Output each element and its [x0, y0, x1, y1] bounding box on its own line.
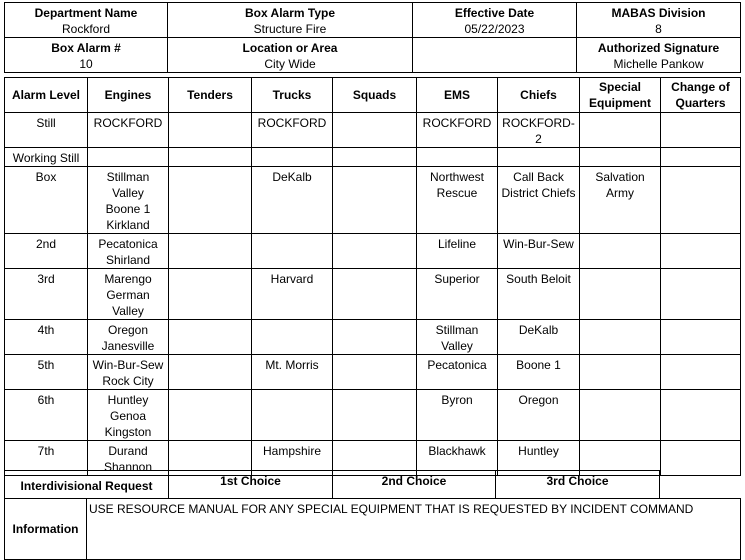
mabas-division-cell: [577, 3, 741, 38]
header-row: [5, 38, 741, 73]
col-engines: Engines: [88, 78, 169, 113]
alarm-grid: [4, 77, 741, 476]
box-alarm-number-cell: [5, 38, 168, 73]
alarm-level-cell: Box: [5, 167, 88, 234]
special-equipment-entry: Salvation Army: [595, 170, 645, 200]
trucks-entry: Harvard: [270, 272, 314, 286]
header-row: [5, 3, 741, 38]
trucks-cell: [252, 113, 333, 148]
engines-entry: Kingston: [104, 425, 152, 439]
tenders-cell: [169, 148, 252, 167]
engines-cell: [88, 234, 169, 269]
chiefs-cell: [498, 167, 580, 234]
alarm-level-cell: 4th: [5, 320, 88, 355]
engines-cell: [88, 320, 169, 355]
squads-cell: [333, 148, 417, 167]
effective-date-label: Effective Date: [454, 6, 535, 20]
engines-cell: [88, 355, 169, 390]
location-area-cell: [168, 38, 413, 73]
squads-cell: [333, 320, 417, 355]
engines-entry: German Valley: [106, 288, 150, 318]
ems-entry: Lifeline: [437, 237, 477, 251]
table-row: [5, 390, 741, 441]
engines-entry: Stillman Valley: [106, 170, 150, 200]
alarm-level-cell: 5th: [5, 355, 88, 390]
trucks-cell: [252, 390, 333, 441]
ems-cell: [417, 355, 498, 390]
ems-cell: [417, 167, 498, 234]
third-choice-label: 3rd Choice: [496, 471, 660, 499]
chiefs-entry: Huntley: [518, 444, 559, 458]
empty-header-cell: [413, 38, 577, 73]
change-of-quarters-cell: [661, 148, 741, 167]
tenders-cell: [169, 355, 252, 390]
tenders-cell: [169, 167, 252, 234]
box-alarm-type-value: Structure Fire: [253, 22, 327, 36]
special-equipment-cell: [580, 355, 661, 390]
information-row: [5, 499, 741, 560]
trucks-cell: [252, 148, 333, 167]
trucks-entry: Hampshire: [262, 444, 322, 458]
alarm-level-cell: Working Still: [5, 148, 88, 167]
department-name-cell: [5, 3, 168, 38]
special-equipment-cell: [580, 234, 661, 269]
chiefs-cell: [498, 113, 580, 148]
tenders-cell: [169, 390, 252, 441]
trucks-cell: [252, 355, 333, 390]
mabas-division-label: MABAS Division: [611, 6, 706, 20]
chiefs-cell: [498, 269, 580, 320]
chiefs-entry: Oregon: [518, 393, 559, 407]
ems-cell: [417, 390, 498, 441]
location-area-value: City Wide: [264, 57, 316, 71]
ems-cell: [417, 269, 498, 320]
engines-cell: [88, 167, 169, 234]
location-area-label: Location or Area: [242, 41, 338, 55]
effective-date-value: 05/22/2023: [464, 22, 525, 36]
trucks-cell: [252, 320, 333, 355]
engines-cell: [88, 269, 169, 320]
tenders-cell: [169, 320, 252, 355]
authorized-signature-label: Authorized Signature: [597, 41, 720, 55]
col-trucks: Trucks: [252, 78, 333, 113]
engines-cell: [88, 113, 169, 148]
squads-cell: [333, 234, 417, 269]
ems-entry: Northwest Rescue: [429, 170, 485, 200]
information-text: USE RESOURCE MANUAL FOR ANY SPECIAL EQUIPMENT THAT IS REQUESTED BY INCIDENT COMMAND: [87, 499, 741, 560]
ems-cell: [417, 113, 498, 148]
trucks-cell: [252, 234, 333, 269]
col-special-equipment: Special Equipment: [580, 78, 661, 113]
squads-cell: [333, 167, 417, 234]
engines-entry: Kirkland: [106, 218, 150, 232]
table-row: [5, 167, 741, 234]
change-of-quarters-cell: [661, 390, 741, 441]
change-of-quarters-cell: [661, 355, 741, 390]
col-alarm-level: Alarm Level: [5, 78, 88, 113]
engines-entry: Win-Bur-Sew: [92, 358, 164, 372]
box-alarm-number-value: 10: [79, 57, 93, 71]
engines-entry: Genoa: [109, 409, 147, 423]
alarm-level-cell: 6th: [5, 390, 88, 441]
trucks-cell: [252, 167, 333, 234]
ems-entry: ROCKFORD: [422, 116, 492, 130]
trucks-cell: [252, 269, 333, 320]
chiefs-entry: South Beloit: [506, 272, 571, 286]
table-row: [5, 234, 741, 269]
alarm-level-cell: 7th: [5, 441, 88, 476]
chiefs-cell: [498, 234, 580, 269]
ems-entry: Byron: [441, 393, 473, 407]
chiefs-entry: ROCKFORD-2: [502, 116, 575, 146]
table-row: [5, 320, 741, 355]
mabas-division-value: 8: [655, 22, 662, 36]
chiefs-cell: [498, 390, 580, 441]
col-chiefs: Chiefs: [498, 78, 580, 113]
engines-cell: [88, 148, 169, 167]
squads-cell: [333, 113, 417, 148]
squads-cell: [333, 390, 417, 441]
engines-entry: Durand: [108, 444, 148, 458]
ems-entry: Blackhawk: [428, 444, 486, 458]
second-choice-label: 2nd Choice: [333, 471, 496, 499]
chiefs-cell: [498, 320, 580, 355]
information-label: Information: [5, 499, 87, 560]
trucks-entry: DeKalb: [272, 170, 312, 184]
grid-header-row: [5, 78, 741, 113]
ems-entry: Superior: [434, 272, 480, 286]
footer-spacer: [660, 471, 741, 499]
box-alarm-number-label: Box Alarm #: [51, 41, 121, 55]
tenders-cell: [169, 113, 252, 148]
col-change-of-quarters: Change of Quarters: [661, 78, 741, 113]
engines-entry: Shirland: [105, 253, 151, 267]
header-table: [4, 2, 741, 73]
table-row: [5, 269, 741, 320]
chiefs-entry: Boone 1: [516, 358, 561, 372]
chiefs-cell: [498, 148, 580, 167]
engines-cell: [88, 390, 169, 441]
trucks-entry: ROCKFORD: [257, 116, 327, 130]
authorized-signature-value: Michelle Pankow: [613, 57, 704, 71]
change-of-quarters-cell: [661, 320, 741, 355]
engines-entry: Boone 1: [105, 202, 151, 216]
grid-body: [5, 113, 741, 476]
tenders-cell: [169, 234, 252, 269]
tenders-cell: [169, 269, 252, 320]
engines-entry: Marengo: [104, 272, 152, 286]
table-row: [5, 113, 741, 148]
ems-entry: Pecatonica: [427, 358, 487, 372]
col-ems: EMS: [417, 78, 498, 113]
change-of-quarters-cell: [661, 113, 741, 148]
col-squads: Squads: [333, 78, 417, 113]
chiefs-cell: [498, 355, 580, 390]
interdivisional-row: [5, 471, 741, 499]
ems-entry: Stillman Valley: [435, 323, 479, 353]
engines-entry: Janesville: [101, 339, 155, 353]
box-alarm-type-label: Box Alarm Type: [244, 6, 336, 20]
chiefs-entry: Call Back District Chiefs: [501, 170, 576, 200]
engines-entry: Shannon: [103, 460, 153, 474]
squads-cell: [333, 269, 417, 320]
chiefs-entry: Win-Bur-Sew: [503, 237, 574, 251]
special-equipment-cell: [580, 269, 661, 320]
engines-entry: Huntley: [107, 393, 149, 407]
chiefs-entry: DeKalb: [518, 323, 559, 337]
footer-table: [4, 470, 741, 560]
trucks-entry: Mt. Morris: [265, 358, 319, 372]
authorized-signature-cell: [577, 38, 741, 73]
special-equipment-cell: [580, 148, 661, 167]
department-name-label: Department Name: [34, 6, 138, 20]
change-of-quarters-cell: [661, 234, 741, 269]
department-name-value: Rockford: [61, 22, 111, 36]
change-of-quarters-cell: [661, 167, 741, 234]
ems-cell: [417, 320, 498, 355]
table-row: [5, 355, 741, 390]
box-alarm-type-cell: [168, 3, 413, 38]
special-equipment-cell: [580, 320, 661, 355]
table-row: [5, 148, 741, 167]
engines-entry: Rock City: [102, 374, 154, 388]
engines-entry: ROCKFORD: [93, 116, 163, 130]
change-of-quarters-cell: [661, 269, 741, 320]
alarm-level-cell: 2nd: [5, 234, 88, 269]
special-equipment-cell: [580, 113, 661, 148]
ems-cell: [417, 148, 498, 167]
engines-entry: Pecatonica: [98, 237, 158, 251]
special-equipment-cell: [580, 390, 661, 441]
squads-cell: [333, 355, 417, 390]
interdivisional-request-label: Interdivisional Request: [5, 471, 169, 499]
ems-cell: [417, 234, 498, 269]
engines-entry: Oregon: [107, 323, 149, 337]
effective-date-cell: [413, 3, 577, 38]
special-equipment-cell: [580, 167, 661, 234]
alarm-level-cell: Still: [5, 113, 88, 148]
first-choice-label: 1st Choice: [169, 471, 333, 499]
col-tenders: Tenders: [169, 78, 252, 113]
alarm-level-cell: 3rd: [5, 269, 88, 320]
